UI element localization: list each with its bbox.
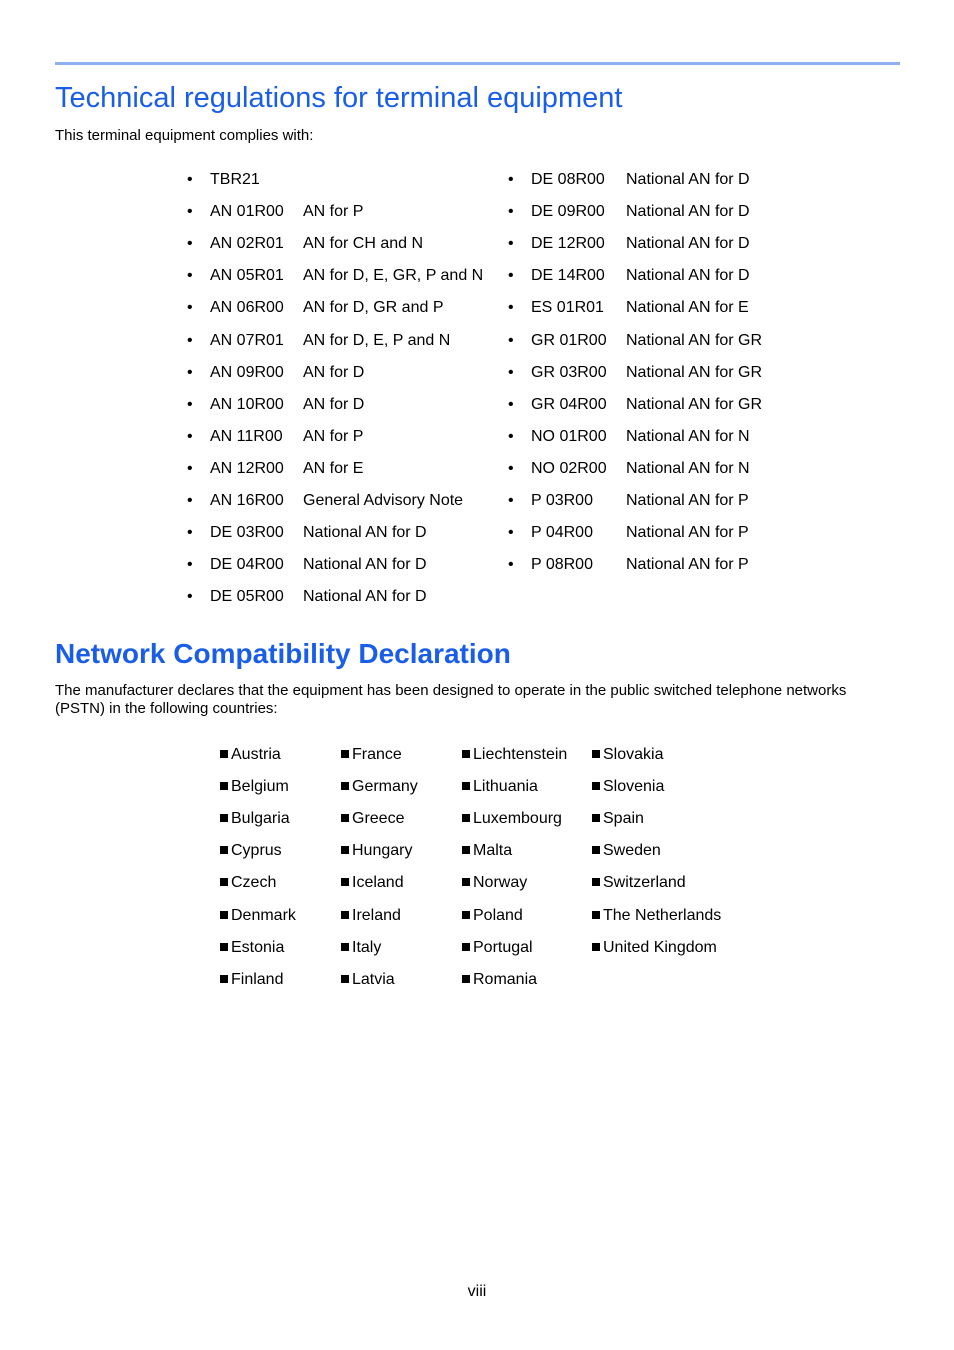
section-title-network-compatibility: Network Compatibility Declaration [55,638,511,669]
country-item [592,842,661,862]
square-bullet-icon [462,878,470,886]
regulation-code: AN 05R01 [210,267,284,285]
regulation-description: National AN for P [626,524,749,542]
country-item [341,971,395,991]
regulation-code: GR 01R00 [531,331,607,349]
section-title-technical-regulations: Technical regulations for terminal equipment [55,82,623,114]
country-name: Italy [352,938,382,956]
country-item [462,939,533,959]
regulation-code: TBR21 [210,171,260,188]
regulation-code: P 08R00 [531,556,593,574]
country-item [592,778,664,798]
regulation-description: AN for D [303,363,365,381]
regulation-code: AN 11R00 [210,427,283,445]
country-item [220,746,281,766]
regulation-description: National AN for E [626,299,749,317]
regulation-description: National AN for P [626,556,749,574]
regulation-code: DE 14R00 [531,267,605,285]
regulation-description: National AN for GR [626,395,763,413]
country-item [341,939,381,959]
country-name: France [352,746,402,763]
square-bullet-icon [220,782,228,790]
square-bullet-icon [462,814,470,822]
intro-text: This terminal equipment complies with: [55,127,314,144]
country-item [462,778,538,798]
country-item [592,907,721,927]
bullet: • [508,459,514,477]
country-name: Cyprus [231,842,282,860]
country-item [341,746,402,766]
regulation-code: DE 03R00 [210,524,284,542]
square-bullet-icon [592,782,600,790]
country-name: Germany [352,778,418,796]
square-bullet-icon [462,943,470,951]
country-name: Lithuania [473,778,538,796]
regulation-description: National AN for D [626,171,750,188]
square-bullet-icon [341,975,349,983]
bullet: • [187,556,193,574]
bullet: • [187,492,193,509]
bullet: • [508,427,514,445]
declaration-text: The manufacturer declares that the equipment has been designed to operate in the public switched telephone networks (PSTN) in the following countries: [55,682,847,717]
regulation-description: AN for D, E, P and N [303,331,451,349]
page-number: viii [467,1283,487,1300]
country-name: Norway [473,874,528,892]
square-bullet-icon [462,846,470,854]
country-item [462,907,523,927]
country-name: Finland [231,970,284,988]
regulation-code: DE 08R00 [531,171,605,188]
country-name: Denmark [231,906,296,924]
bullet: • [508,331,514,349]
country-item [592,939,717,959]
bullet: • [187,235,193,253]
bullet: • [508,556,514,574]
country-item [220,907,296,927]
bullet: • [187,267,193,285]
square-bullet-icon [341,943,349,951]
country-item [592,810,644,830]
regulation-code: AN 02R01 [210,235,284,253]
country-name: Bulgaria [231,810,290,828]
country-item [220,810,290,830]
country-item [220,842,282,862]
regulation-description: AN for E [303,459,364,477]
square-bullet-icon [592,750,600,758]
regulation-code: AN 09R00 [210,363,284,381]
country-name: Sweden [603,842,661,860]
square-bullet-icon [462,911,470,919]
country-item [592,746,663,766]
bullet: • [508,203,514,221]
bullet: • [187,299,193,317]
country-name: Poland [473,906,523,924]
country-item [220,971,283,991]
square-bullet-icon [220,846,228,854]
country-name: Malta [473,842,513,860]
square-bullet-icon [462,782,470,790]
regulation-code: ES 01R01 [531,299,604,317]
regulation-description: AN for CH and N [303,235,424,253]
regulation-code: AN 10R00 [210,395,284,413]
regulation-description: AN for D, E, GR, P and N [303,267,484,285]
bullet: • [187,395,193,413]
regulation-code: AN 12R00 [210,459,284,477]
regulation-description: AN for P [303,203,364,221]
regulation-description: National AN for D [303,588,427,606]
country-name: The Netherlands [603,906,722,924]
bullet: • [508,492,514,509]
regulation-code: NO 02R00 [531,459,607,477]
country-name: Liechtenstein [473,746,568,763]
country-name: Ireland [352,906,401,924]
square-bullet-icon [592,846,600,854]
regulation-description: National AN for D [303,556,427,574]
regulation-description: General Advisory Note [303,492,464,509]
square-bullet-icon [220,975,228,983]
regulation-code: AN 06R00 [210,299,284,317]
regulation-code: DE 09R00 [531,203,605,221]
regulation-code: AN 16R00 [210,492,284,509]
bullet: • [187,203,193,221]
country-item [462,842,512,862]
country-item [462,810,562,830]
regulation-code: DE 12R00 [531,235,605,253]
regulation-code: NO 01R00 [531,427,607,445]
country-name: Hungary [352,842,413,860]
country-item [341,810,404,830]
square-bullet-icon [592,943,600,951]
bullet: • [187,331,193,349]
bullet: • [187,524,193,542]
bullet: • [508,267,514,285]
country-item [341,778,418,798]
bullet: • [508,363,514,381]
country-name: Belgium [231,778,289,796]
regulation-description: National AN for P [626,492,749,509]
country-item [341,842,412,862]
bullet: • [187,363,193,381]
country-item [341,874,404,894]
country-name: Romania [473,970,538,988]
country-name: Slovakia [603,746,664,763]
square-bullet-icon [220,750,228,758]
country-name: Austria [231,746,281,763]
square-bullet-icon [462,750,470,758]
country-name: Czech [231,874,277,892]
square-bullet-icon [341,814,349,822]
country-name: Portugal [473,938,533,956]
country-item [341,907,401,927]
country-name: Slovenia [603,778,665,796]
regulation-description: National AN for D [626,267,750,285]
country-name: Switzerland [603,874,686,892]
square-bullet-icon [220,943,228,951]
square-bullet-icon [592,911,600,919]
bullet: • [508,524,514,542]
square-bullet-icon [341,750,349,758]
regulation-code: GR 04R00 [531,395,607,413]
regulation-code: AN 01R00 [210,203,284,221]
country-item [220,874,276,894]
country-name: Greece [352,810,405,828]
country-name: Estonia [231,938,285,956]
bullet: • [508,299,514,317]
regulation-description: National AN for N [626,459,750,477]
bullet: • [508,171,514,188]
country-name: Luxembourg [473,810,562,828]
country-name: Iceland [352,874,404,892]
country-item [462,746,567,766]
regulation-code: AN 07R01 [210,331,284,349]
regulation-description: National AN for D [303,524,427,542]
square-bullet-icon [592,814,600,822]
square-bullet-icon [341,911,349,919]
country-name: United Kingdom [603,938,717,956]
regulation-code: GR 03R00 [531,363,607,381]
country-item [592,874,686,894]
country-item [462,874,527,894]
bullet: • [187,459,193,477]
bullet: • [508,235,514,253]
regulation-code: DE 04R00 [210,556,284,574]
regulation-description: National AN for N [626,427,750,445]
regulation-code: DE 05R00 [210,588,284,606]
bullet: • [508,395,514,413]
country-item [220,778,289,798]
square-bullet-icon [220,878,228,886]
regulation-code: P 03R00 [531,492,593,509]
bullet: • [187,171,193,188]
bullet: • [187,588,193,606]
regulation-code: P 04R00 [531,524,593,542]
country-name: Latvia [352,970,395,988]
regulation-description: AN for P [303,427,364,445]
square-bullet-icon [592,878,600,886]
country-item [462,971,537,991]
regulation-description: National AN for GR [626,331,763,349]
bullet: • [187,427,193,445]
regulation-description: AN for D [303,395,365,413]
regulation-description: AN for D, GR and P [303,299,444,317]
square-bullet-icon [220,814,228,822]
header-rule [55,62,900,65]
country-name: Spain [603,810,644,828]
regulation-description: National AN for GR [626,363,763,381]
square-bullet-icon [341,878,349,886]
square-bullet-icon [220,911,228,919]
regulation-description: National AN for D [626,235,750,253]
square-bullet-icon [341,846,349,854]
regulation-description: National AN for D [626,203,750,221]
square-bullet-icon [341,782,349,790]
square-bullet-icon [462,975,470,983]
country-item [220,939,284,959]
